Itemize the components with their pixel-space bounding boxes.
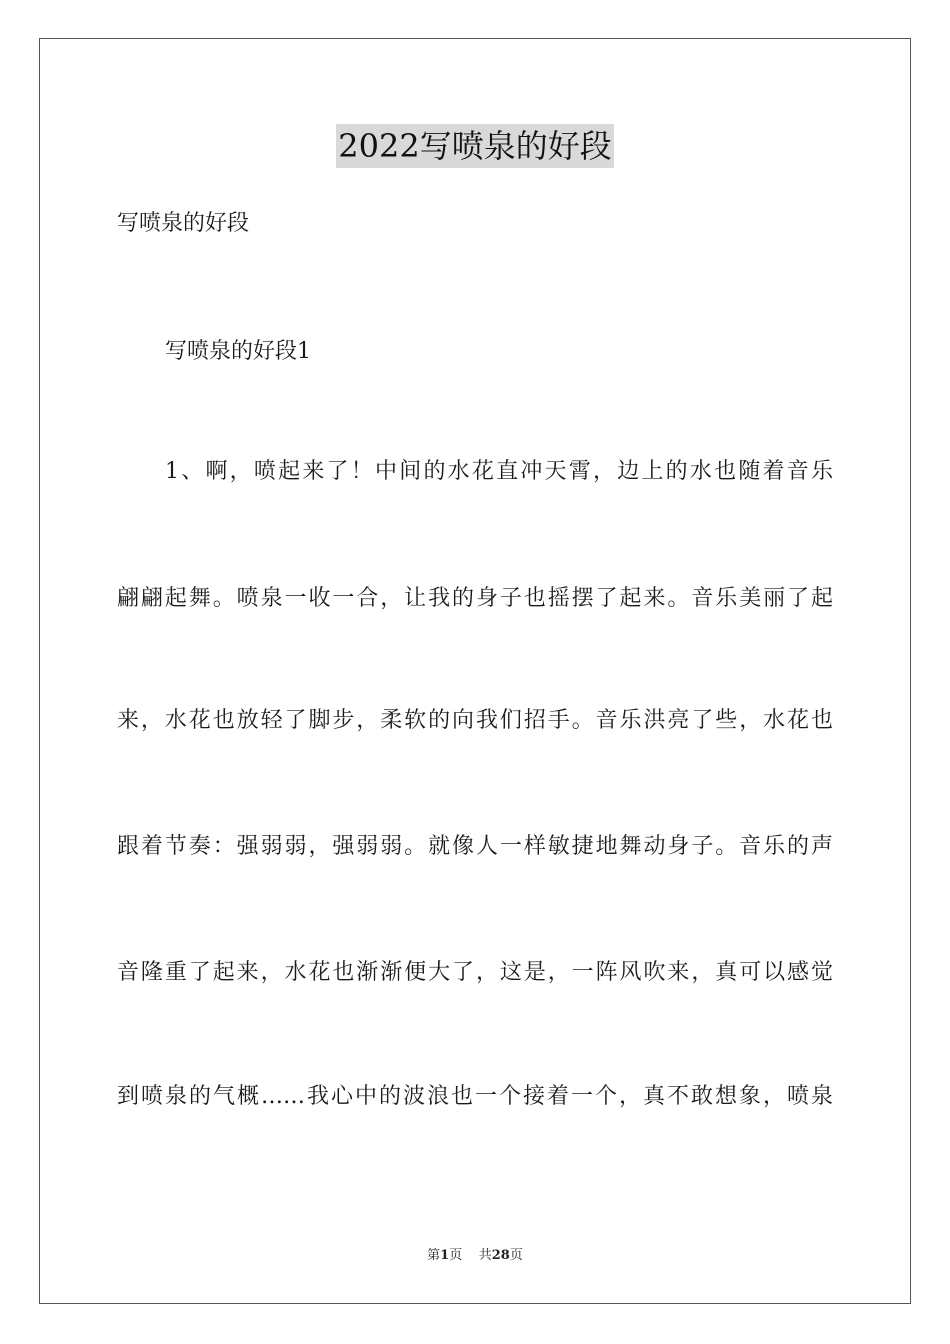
- paragraph-line: 1、啊，喷起来了！中间的水花直冲天霄，边上的水也随着音乐: [165, 459, 833, 484]
- document-subtitle: 写喷泉的好段: [117, 211, 250, 236]
- paragraph-line: 音隆重了起来，水花也渐渐便大了，这是，一阵风吹来，真可以感觉: [117, 960, 833, 985]
- footer-total-suffix: 页: [509, 1248, 523, 1263]
- paragraph-line: 到喷泉的气概……我心中的波浪也一个接着一个，真不敢想象，喷泉: [117, 1084, 833, 1109]
- document-title: 2022写喷泉的好段: [336, 124, 613, 168]
- footer-page-number: 1: [440, 1248, 450, 1263]
- paragraph-line: 来，水花也放轻了脚步，柔软的向我们招手。音乐洪亮了些，水花也: [117, 708, 833, 733]
- footer-page-suffix: 页: [449, 1248, 463, 1263]
- title-container: [0, 124, 950, 168]
- section-heading: 写喷泉的好段1: [165, 339, 311, 364]
- footer-page-prefix: 第: [427, 1248, 441, 1263]
- footer-total-prefix: 共: [478, 1248, 492, 1263]
- page-footer: [0, 1247, 950, 1265]
- paragraph-line: 翩翩起舞。喷泉一收一合，让我的身子也摇摆了起来。音乐美丽了起: [117, 586, 833, 611]
- paragraph-line: 跟着节奏：强弱弱，强弱弱。就像人一样敏捷地舞动身子。音乐的声: [117, 834, 833, 859]
- footer-total-pages: 28: [491, 1248, 510, 1263]
